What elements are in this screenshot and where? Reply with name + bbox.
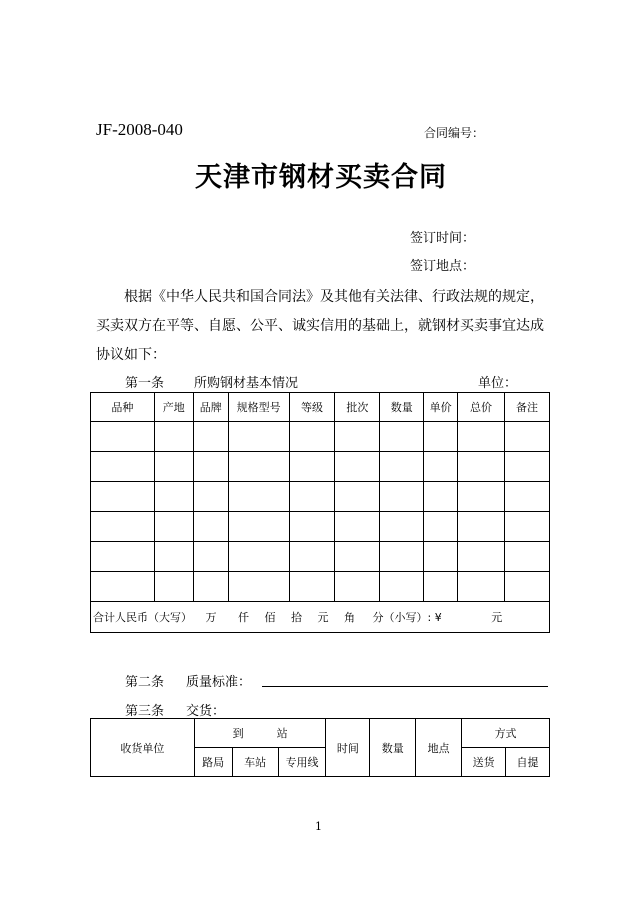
unit-shi: 拾	[291, 611, 302, 624]
unit-fen-small: 分（小写）: ¥	[372, 611, 442, 624]
table-cell[interactable]	[91, 512, 155, 542]
table-cell[interactable]	[289, 572, 335, 602]
unit-qian: 仟	[238, 611, 249, 624]
arrive-station-header: 到 站	[194, 719, 326, 748]
table-cell[interactable]	[458, 482, 505, 512]
table-cell[interactable]	[154, 512, 193, 542]
contract-no-label: 合同编号：	[424, 126, 485, 140]
table-cell[interactable]	[335, 512, 380, 542]
table-cell[interactable]	[289, 512, 335, 542]
column-header: 批次	[335, 393, 380, 422]
steel-items-table	[90, 392, 550, 633]
column-header: 品牌	[193, 393, 228, 422]
total-amount-cell[interactable]	[91, 602, 550, 633]
table-cell[interactable]	[289, 452, 335, 482]
table-cell[interactable]	[193, 572, 228, 602]
table-cell[interactable]	[505, 422, 550, 452]
table-cell[interactable]	[228, 512, 289, 542]
table-cell[interactable]	[193, 422, 228, 452]
document-code: JF-2008-040	[96, 120, 183, 139]
private-line-header: 专用线	[278, 748, 326, 777]
column-header: 备注	[505, 393, 550, 422]
table-cell[interactable]	[154, 422, 193, 452]
table-row	[91, 422, 550, 452]
table-cell[interactable]	[505, 572, 550, 602]
table-cell[interactable]	[380, 422, 424, 452]
page-number: 1	[315, 820, 322, 833]
table-header-row	[91, 393, 550, 422]
table-cell[interactable]	[154, 572, 193, 602]
table-cell[interactable]	[228, 482, 289, 512]
table-cell[interactable]	[335, 572, 380, 602]
table-cell[interactable]	[289, 542, 335, 572]
table-cell[interactable]	[91, 572, 155, 602]
delivery-header-row	[91, 719, 550, 748]
article1-label: 第一条	[125, 376, 165, 391]
sign-place-label: 签订地点：	[410, 259, 476, 274]
deliver-header: 送货	[462, 748, 506, 777]
column-header: 等级	[289, 393, 335, 422]
sign-time-label: 签订时间：	[410, 231, 476, 246]
table-cell[interactable]	[91, 422, 155, 452]
table-cell[interactable]	[335, 422, 380, 452]
column-header: 产地	[154, 393, 193, 422]
table-cell[interactable]	[458, 542, 505, 572]
article3-label: 第三条	[125, 704, 165, 719]
total-prefix: 合计人民币（大写）	[93, 611, 192, 624]
table-cell[interactable]	[335, 452, 380, 482]
table-cell[interactable]	[228, 452, 289, 482]
unit-yuan-end: 元	[491, 611, 503, 624]
table-cell[interactable]	[228, 422, 289, 452]
delivery-table	[90, 718, 550, 777]
unit-jiao: 角	[344, 611, 355, 624]
pickup-header: 自提	[506, 748, 550, 777]
table-cell[interactable]	[380, 482, 424, 512]
table-cell[interactable]	[458, 452, 505, 482]
table-cell[interactable]	[335, 542, 380, 572]
table-row	[91, 572, 550, 602]
table-cell[interactable]	[193, 542, 228, 572]
article3-title: 交货：	[186, 704, 226, 719]
table-cell[interactable]	[289, 482, 335, 512]
table-cell[interactable]	[91, 542, 155, 572]
receiver-header: 收货单位	[91, 719, 195, 777]
table-cell[interactable]	[424, 572, 458, 602]
table-cell[interactable]	[154, 452, 193, 482]
table-cell[interactable]	[228, 572, 289, 602]
table-row	[91, 452, 550, 482]
station-header: 车站	[232, 748, 278, 777]
table-cell[interactable]	[458, 572, 505, 602]
column-header: 总价	[458, 393, 505, 422]
table-cell[interactable]	[91, 452, 155, 482]
table-cell[interactable]	[193, 482, 228, 512]
table-cell[interactable]	[380, 542, 424, 572]
quality-standard-line[interactable]	[262, 686, 548, 687]
table-row	[91, 482, 550, 512]
quantity-header: 数量	[370, 719, 416, 777]
table-cell[interactable]	[424, 482, 458, 512]
table-row	[91, 512, 550, 542]
article1-title: 所购钢材基本情况	[194, 376, 299, 391]
unit-wan: 万	[205, 611, 217, 624]
table-cell[interactable]	[424, 452, 458, 482]
unit-label: 单位：	[478, 376, 518, 391]
table-cell[interactable]	[335, 482, 380, 512]
column-header: 规格型号	[228, 393, 289, 422]
table-cell[interactable]	[380, 572, 424, 602]
table-cell[interactable]	[193, 452, 228, 482]
intro-paragraph: 根据《中华人民共和国合同法》及其他有关法律、行政法规的规定，买卖双方在平等、自愿、公平、诚实信用的基础上，就钢材买卖事宜达成协议如下：	[96, 289, 544, 363]
unit-yuan: 元	[317, 611, 329, 624]
table-cell[interactable]	[505, 542, 550, 572]
table-cell[interactable]	[91, 482, 155, 512]
unit-bai: 佰	[264, 611, 276, 624]
table-cell[interactable]	[380, 452, 424, 482]
table-cell[interactable]	[424, 422, 458, 452]
table-cell[interactable]	[505, 482, 550, 512]
column-header: 数量	[380, 393, 424, 422]
bureau-header: 路局	[194, 748, 232, 777]
table-cell[interactable]	[424, 512, 458, 542]
column-header: 单价	[424, 393, 458, 422]
mode-header: 方式	[462, 719, 550, 748]
time-header: 时间	[326, 719, 370, 777]
table-cell[interactable]	[193, 512, 228, 542]
table-row	[91, 542, 550, 572]
table-cell[interactable]	[289, 422, 335, 452]
table-cell[interactable]	[424, 542, 458, 572]
article2-title: 质量标准：	[186, 675, 252, 690]
column-header: 品种	[91, 393, 155, 422]
article2-label: 第二条	[125, 675, 165, 690]
place-header: 地点	[416, 719, 462, 777]
table-cell[interactable]	[458, 512, 505, 542]
table-cell[interactable]	[458, 422, 505, 452]
table-cell[interactable]	[505, 512, 550, 542]
table-cell[interactable]	[154, 482, 193, 512]
table-cell[interactable]	[380, 512, 424, 542]
total-row	[91, 602, 550, 633]
page-title: 天津市钢材买卖合同	[195, 162, 447, 193]
table-cell[interactable]	[505, 452, 550, 482]
table-cell[interactable]	[154, 542, 193, 572]
table-cell[interactable]	[228, 542, 289, 572]
